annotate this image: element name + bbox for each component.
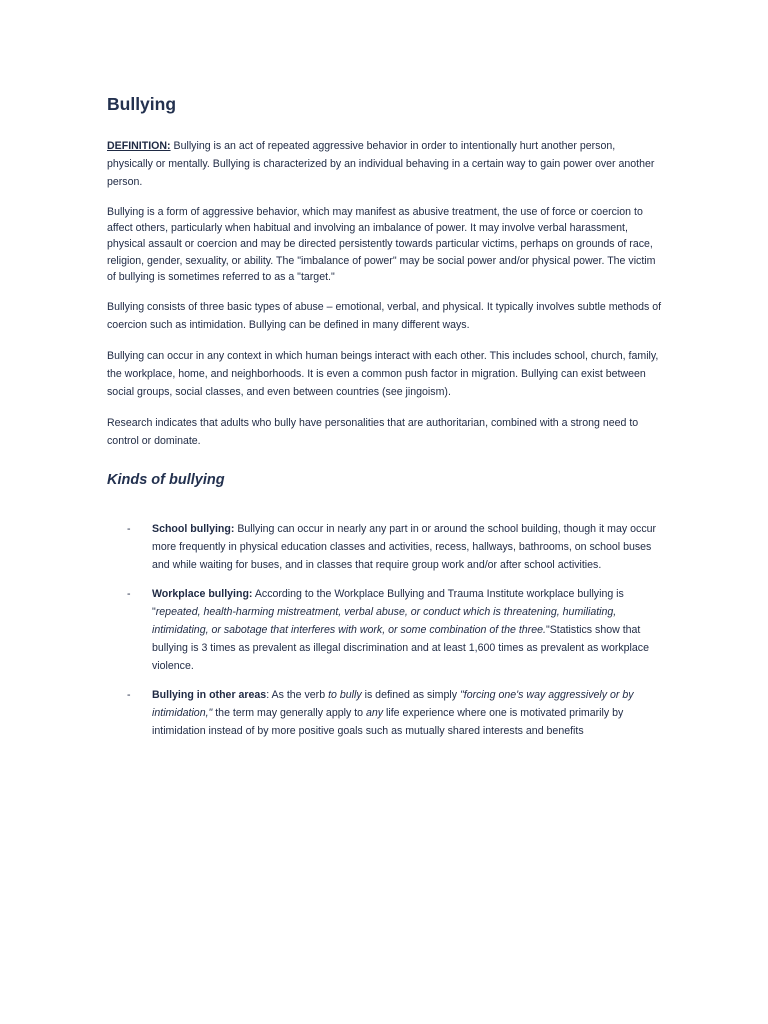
definition-paragraph	[107, 137, 663, 191]
other-quote: "forcing one's way aggressively or by intimidation,"	[152, 689, 634, 720]
list-item-workplace-bullying	[107, 585, 663, 675]
definition-text: Bullying is an act of repeated aggressive behavior in order to intentionally hurt another person, physically or mentally. Bullying is characterized by an individual behaving in a certain way to gain power over another person.	[107, 140, 655, 188]
body-paragraph-forms: Bullying is a form of aggressive behavior, which may manifest as abusive treatment, the use of force or coercion to affect others, particularly when habitual and involving an imbalance of power. It may involve verbal harassment, physical assault or coercion and may be directed persistently towards particular victims, perhaps on grounds of race, religion, gender, sexuality, or ability. The "imbalance of power" may be social power and/or physical power. The victim of bullying is sometimes referred to as a "target."	[107, 206, 656, 283]
body-paragraph-context: Bullying can occur in any context in which human beings interact with each other. This includes school, church, family, the workplace, home, and neighborhoods. It is even a common push factor in migration. Bullying can exist between social groups, social classes, and even between countries (see jingoism).	[107, 350, 659, 399]
list-item-other-bullying	[107, 686, 663, 740]
other-verb: to bully	[328, 689, 362, 702]
term-workplace-bullying: Workplace bullying:	[152, 588, 253, 601]
kinds-list	[107, 520, 663, 740]
kinds-heading: Kinds of bullying	[107, 472, 225, 489]
school-bullying-text: Bullying can occur in nearly any part in or around the school building, though it may occur more frequently in physical education classes and activities, recess, hallways, bathrooms, on school buses and while waiting for buses, and in classes that require group work and/or after school activities.	[152, 523, 657, 572]
other-text-4: life experience where one is motivated primarily by intimidation instead of by more positive goals such as mutually shared interests and benefits	[152, 707, 624, 738]
workplace-text-statistics: "Statistics show that bullying is 3 times as prevalent as illegal discrimination and at least 1,600 times as prevalent as workplace violence.	[152, 624, 649, 673]
list-bullet: -	[127, 588, 131, 601]
list-bullet: -	[127, 523, 131, 536]
body-paragraph-types: Bullying consists of three basic types of abuse – emotional, verbal, and physical. It typically involves subtle methods of coercion such as intimidation. Bullying can be defined in many different ways.	[107, 301, 662, 332]
list-bullet: -	[127, 689, 131, 702]
other-text-1: : As the verb	[266, 689, 329, 702]
body-paragraph-research: Research indicates that adults who bully have personalities that are authoritarian, combined with a strong need to control or dominate.	[107, 417, 639, 448]
term-other-bullying: Bullying in other areas	[152, 689, 267, 702]
list-item-school-bullying	[107, 520, 663, 574]
other-text-3: the term may generally apply to	[212, 707, 366, 720]
workplace-quote: repeated, health-harming mistreatment, verbal abuse, or conduct which is threatening, humiliating, intimidating, or sabotage that interferes with work, or some combination of the three.	[152, 606, 617, 637]
other-text-2: is defined as simply	[361, 689, 460, 702]
definition-label: DEFINITION:	[107, 140, 171, 152]
workplace-text-intro: According to the Workplace Bullying and Trauma Institute workplace bullying is "	[152, 588, 624, 619]
term-school-bullying: School bullying:	[152, 523, 235, 536]
document-title: Bullying	[107, 94, 177, 114]
other-any: any	[365, 707, 384, 720]
document-page	[107, 92, 663, 751]
